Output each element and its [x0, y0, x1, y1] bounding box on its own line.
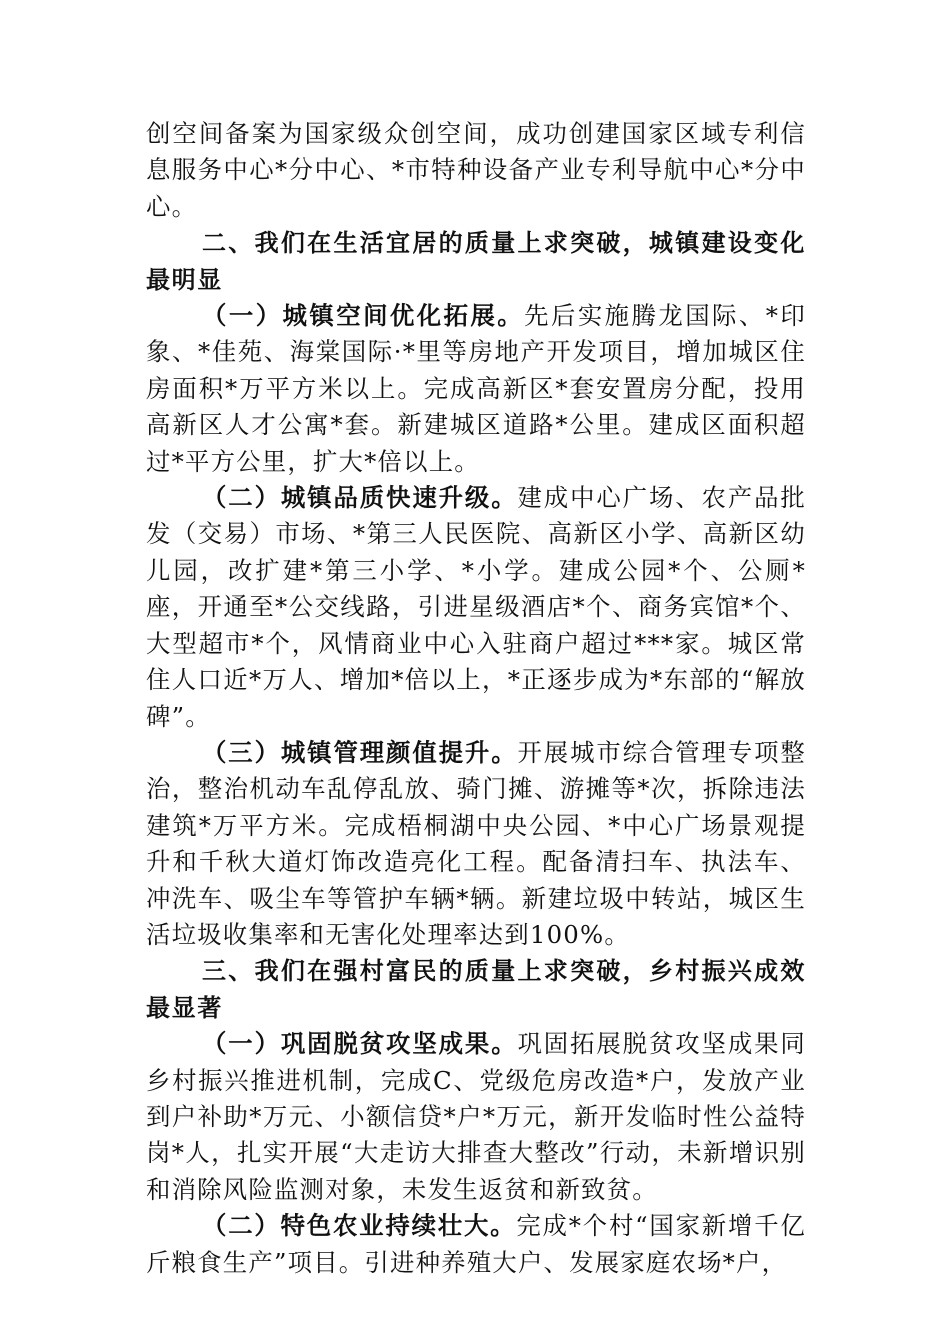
section2-heading: 二、我们在生活宜居的质量上求突破，城镇建设变化最明显 — [146, 229, 806, 294]
section3-heading: 三、我们在强村富民的质量上求突破，乡村振兴成效最显著 — [146, 957, 806, 1022]
document-page — [146, 116, 806, 1281]
section3-item-1-title: （一）巩固脱贫攻坚成果。 — [202, 1029, 518, 1059]
section3-item-1-body: 巩固拓展脱贫攻坚成果同乡村振兴推进机制，完成C、党级危房改造*户，发放产业到户补助*万元、小额信贷*户*万元，新开发临时性公益特岗*人，扎实开展“大走访大排查大整改”行动，未新增识别和消除风险监测对象，未发生返贫和新致贫。 — [146, 1029, 807, 1204]
section3-item-2-title: （二）特色农业持续壮大。 — [202, 1211, 517, 1241]
section3-item-1 — [146, 1026, 806, 1208]
section2-item-2 — [146, 480, 806, 735]
section2-item-1-title: （一）城镇空间优化拓展。 — [202, 301, 525, 331]
section2-item-1-body: 先后实施腾龙国际、*印象、*佳苑、海棠国际·*里等房地产开发项目，增加城区住房面积*万平方米以上。完成高新区*套安置房分配，投用高新区人才公寓*套。新建城区道路*公里。建成区面积超过*平方公里，扩大*倍以上。 — [146, 301, 806, 476]
section2-item-2-title: （二）城镇品质快速升级。 — [202, 483, 518, 513]
section3-item-2 — [146, 1208, 806, 1281]
section2-item-3 — [146, 735, 806, 953]
section2-item-3-title: （三）城镇管理颜值提升。 — [202, 737, 518, 767]
section2-item-2-body: 建成中心广场、农产品批发（交易）市场、*第三人民医院、高新区小学、高新区幼儿园，改扩建*第三小学、*小学。建成公园*个、公厕*座，开通至*公交线路，引进星级酒店*个、商务宾馆*个、大型超市*个，风情商业中心入驻商户超过***家。城区常住人口近*万人、增加*倍以上，*正逐步成为*东部的“解放碑”。 — [146, 483, 807, 731]
continuation-paragraph: 创空间备案为国家级众创空间，成功创建国家区域专利信息服务中心*分中心、*市特种设备产业专利导航中心*分中心。 — [146, 119, 806, 221]
section2-item-1 — [146, 298, 806, 480]
section2-item-3-body: 开展城市综合管理专项整治，整治机动车乱停乱放、骑门摊、游摊等*次，拆除违法建筑*万平方米。完成梧桐湖中央公园、*中心广场景观提升和千秋大道灯饰改造亮化工程。配备清扫车、执法车、冲洗车、吸尘车等管护车辆*辆。新建垃圾中转站，城区生活垃圾收集率和无害化处理率达到100%。 — [146, 737, 807, 949]
section3-item-2-body: 完成*个村“国家新增千亿斤粮食生产”项目。引进种养殖大户、发展家庭农场*户， — [146, 1211, 806, 1277]
